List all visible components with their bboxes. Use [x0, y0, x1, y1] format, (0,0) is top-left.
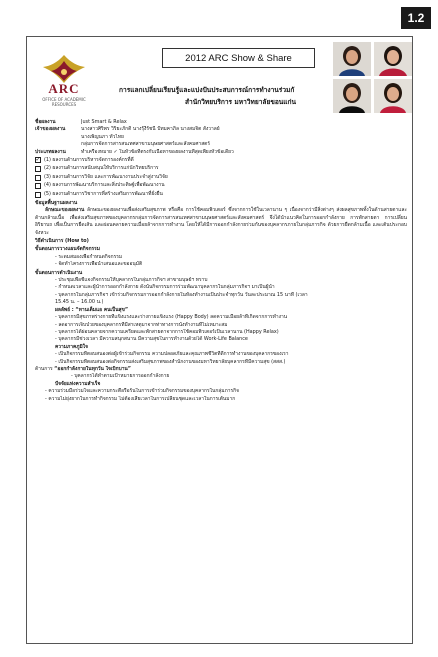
category-item: [35, 156, 407, 165]
list-item: - กำหนดเวลาและผู้นำการออกกำลังกาย ดังนั้นกิจกรรมการร่วมพัฒนาบุคลากรในกลุ่มภารกิจฯ มาเป็นผู้นำ: [55, 284, 275, 291]
list-item: - ระดมสมองเพื่อกำหนดกิจกรรม: [55, 253, 123, 260]
category-item: [35, 165, 407, 174]
list-item: - ความร่วมมือร่วมใจและความกระตือรือร้นในการเข้าร่วมกิจกรรมของบุคลากรในกลุ่มภารกิจ: [45, 388, 239, 395]
list-item: - ลดอาการเจ็บป่วยของบุคลากรที่มีสาเหตุมาจากท่าทางการนั่งทำงานที่ไม่เหมาะสม: [55, 321, 228, 328]
field-owner: [35, 126, 407, 133]
list-item: - บุคลากรมีสุขภาพร่างกายที่แข็งแรงและร่างกายแข็งแรง (Happy Body) ลดความเมื่อยล้าที่เกิดจากการทำงาน: [55, 314, 288, 321]
summary-heading: ข้อมูลพื้นฐานผลงาน: [35, 200, 78, 206]
howto-heading: วิธีดำเนินการ (How to): [35, 238, 89, 245]
factors-heading: ปัจจัยแห่งความสำเร็จ: [55, 380, 101, 387]
checkbox-empty-icon[interactable]: [35, 183, 41, 189]
field-type: [35, 149, 407, 156]
list-item: - บุคลากรในกลุ่มภารกิจฯ เข้าร่วมกิจกรรมการออกกำลังกายในห้องทำงานเป็นประจำทุกวัน วันละประมาณ 15 นาที (เวลา: [55, 291, 308, 298]
list-item: - บุคลากรมีช่วงเวลา มีความสนุกสนาน มีความสุขในการทำงานด้วยได้ Work-Life Balance: [55, 336, 248, 343]
team-photo-4: [374, 79, 412, 113]
category-label: (2) ผลงานด้านการสนับสนุนให้บริการแก่นักวิทยบริการ: [44, 165, 159, 172]
category-label: (3) ผลงานด้านการวิจัย และการพัฒนางานประจำสู่งานวิจัย: [44, 173, 168, 180]
page-number-badge: 1.2: [401, 7, 431, 29]
list-item: - จัดทำโครงการเพื่อนำเสนอและขออนุมัติ: [55, 261, 143, 268]
field-project: [35, 119, 407, 126]
list-item: - ความไม่ยุ่งยากในการทำกิจกรรม ไม่ต้องเสียเวลาในการเปลี่ยนชุดและเวลาในการเต้นมาก: [45, 395, 236, 402]
lessons-extra: [35, 366, 407, 373]
field-value: นางสาวศิริพร วิริยะภักดิ์ นางรุ้งีรัชนี ปัทมคาภิล นางสมจิต สังวาลย์: [81, 126, 220, 133]
team-photos: [333, 42, 413, 114]
field-value: นางเพ็ญนภา ทั่วไทย: [81, 133, 124, 140]
list-item: - เป็นกิจกรรมที่ตอบสนองต่อผู้เข้าร่วมกิจกรรม ความปลอดภัยและคุณภาพชีวิตที่ดีการทำงานของบุคลากรของเรา: [55, 351, 289, 358]
category-item: [35, 173, 407, 182]
list-item: - ประชุมเพื่อชี้แจงกิจกรรมให้บุคลากรในกลุ่มภารกิจฯ สาขามนุษย์ฯ ทราบ: [55, 277, 208, 284]
field-label: ประเภทผลงาน: [35, 148, 66, 155]
summary-text: ลักษณะของผลงานเพื่อส่งเสริมสุขภาพ หรือคือ การใช้คอมพิวเตอร์ ซึ่งจากการใช้ในเวลานาน ๆ เนื่องจากว่ามีสิ่งต่างๆ ส่งผลสุขภาพทั้งในด้านสายตาและด้านกล้ามเนื้อ เพื่อส่งเสริมสุขภาพของบุคลากรกลุ่มการจัดการสารสนเทศสาขามนุษยศาสตร์และสังคมศาสตร์ จึงได้นำแนวคิดในการออกกำลังกาย การพักสายตา การเปลี่ยนอิริยาบถ เพื่อเป็นการยืดเส้น และผ่อนคลายความเมื่อยล้าจากการทำงาน โดยให้ได้มีการออกกำลังกายร่วมกันของบุคลากรภายในกลุ่มภารกิจ ด้วยการยืดกล้ามเนื้อ และเต้นประกอบจังหวะ: [35, 207, 407, 236]
lessons-extra-text: “ออกกำลังกายในทุกวัน ใจเบิกบาน”: [54, 365, 131, 372]
field-label: เจ้าของผลงาน: [35, 126, 66, 133]
list-item: - บุคลากรได้ผ่อนคลายจากความเครียดและพักสายตาจากการใช้คอมพิวเตอร์เป็นเวลานาน (Happy Relax): [55, 328, 279, 335]
results-heading: ผลลัพธ์ : “ทานเต็มแอ คนเป็นสุข”: [55, 306, 129, 313]
logo-text: ARC: [48, 81, 80, 96]
execution-heading: ขั้นตอนการดำเนินงาน: [35, 269, 83, 276]
field-label: ชื่อผลงาน: [35, 119, 56, 125]
team-photo-1: [333, 42, 371, 76]
category-item: [35, 182, 407, 191]
document-headline: [119, 84, 331, 108]
summary-lead: ลักษณะของผลงาน: [45, 207, 85, 214]
document-body: [35, 119, 407, 403]
lessons-heading: ความภาคภูมิใจ: [55, 343, 88, 350]
headline-line-2: สำนักวิทยบริการ มหาวิทยาลัยขอนแก่น: [185, 98, 297, 106]
logo-subtext: OFFICE OF ACADEMIC RESOURCES: [42, 97, 86, 107]
team-photo-3: [333, 79, 371, 113]
field-owner-cont: [35, 134, 407, 141]
field-value: กลุ่มการจัดการสารสนเทศสาขามนุษยศาสตร์และสังคมศาสตร์: [81, 141, 210, 148]
checkbox-empty-icon[interactable]: [35, 166, 41, 172]
checkbox-empty-icon[interactable]: [35, 192, 41, 198]
summary-paragraph: [35, 207, 407, 237]
planning-heading: ขั้นตอนการวางแผนจัดกิจกรรม: [35, 246, 101, 253]
list-item: 15.45 น. – 16.00 น.): [55, 299, 104, 306]
document-title: 2012 ARC Show & Share: [162, 48, 315, 68]
checkbox-empty-icon[interactable]: [35, 175, 41, 181]
checkbox-checked-icon[interactable]: ✓: [35, 156, 41, 164]
category-item: [35, 190, 407, 199]
document-sheet: [26, 36, 413, 644]
category-label: (1) ผลงานด้านการบริหารจัดการองค์กรที่ดี: [44, 156, 134, 163]
field-owner-group: [35, 141, 407, 148]
list-item: - บุคลากรได้ทำตามเป้าหมายการออกกำลังกาย: [71, 373, 170, 380]
list-item: - เป็นกิจกรรมที่ตอบสนองต่อกิจกรรมส่งเสริมสุขภาพของสำนักงานของมหาวิทยาลัยบุคลากรที่มีความสุข (สสส.): [55, 358, 286, 365]
headline-line-1: การแลกเปลี่ยนเรียนรู้และแบ่งปันประสบการณ์การทำงานร่วมกั: [119, 86, 295, 94]
team-photo-2: [374, 42, 412, 76]
category-checklist: [35, 156, 407, 199]
category-label: (4) ผลงานการพัฒนาบริการและสิ่งประดิษฐ์เพื่อพัฒนางาน: [44, 182, 165, 189]
field-value: Just Smart & Relax: [81, 119, 127, 125]
field-value: ทำเครื่องหมาย ✓ ในหัวข้อที่ตรงกับเนื้อหาของผลงานที่สุดเพียงหัวข้อเดียว: [81, 148, 234, 155]
category-label: (5) ผลงานด้านการวิชาการที่สร้างเสริมการพัฒนาที่ยั่งยืน: [44, 191, 163, 197]
lessons-extra-label: ด้านการ: [35, 365, 53, 372]
